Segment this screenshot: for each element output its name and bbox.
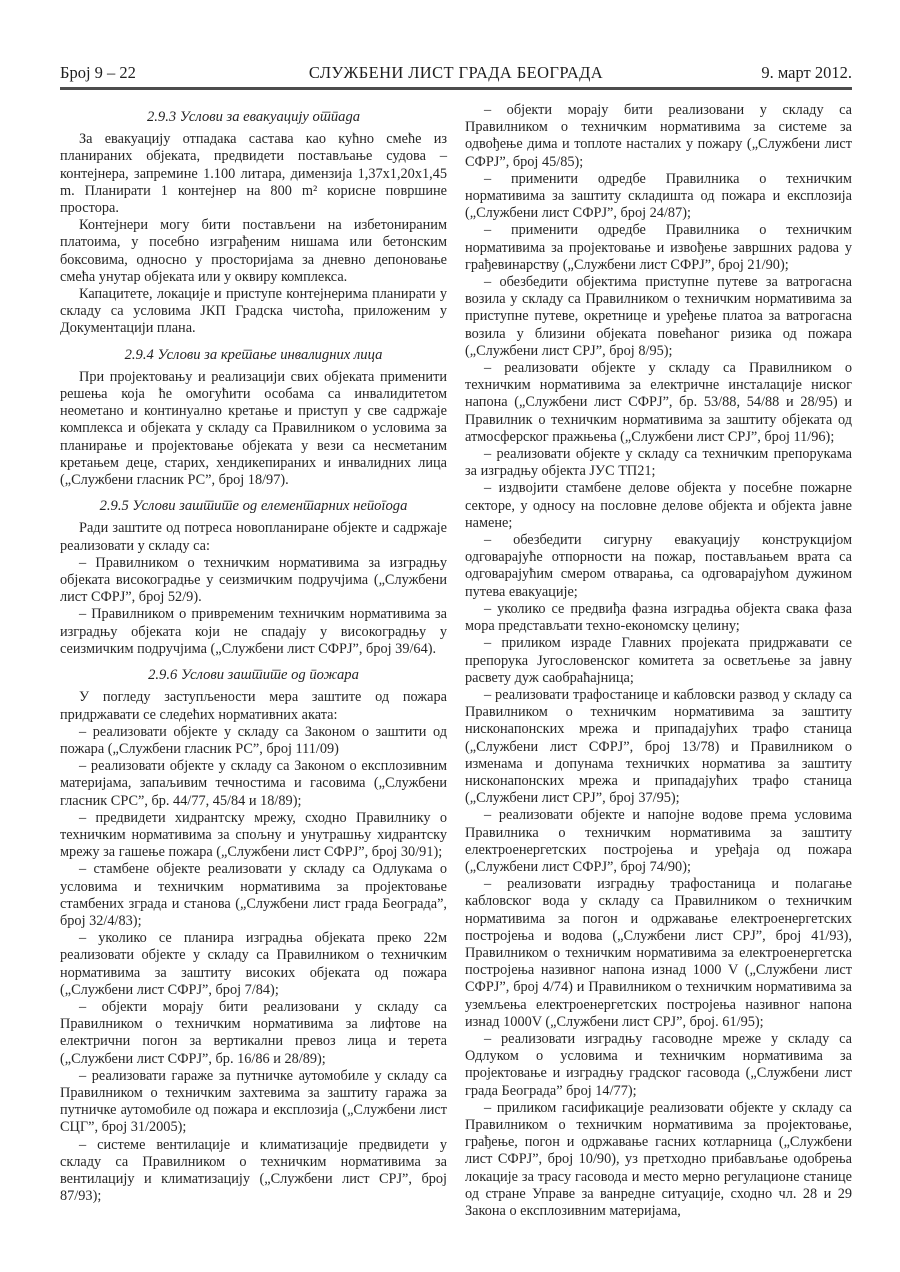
paragraph: – предвидети хидрантску мрежу, сходно Правилнику о техничким нормативима за спољну и унутрашњу хидрантску мрежу за гашење пожара („Службени лист СФРЈ”, број 30/91); bbox=[60, 809, 447, 861]
paragraph: За евакуацију отпадака састава као кућно смеће из планираних објеката, предвидети постављање судова – контејнера, запремине 1.100 литара, димензија 1,37x1,20x1,45 m. Планирати 1 контејнер на 800 m² корисне површине простора. bbox=[60, 131, 447, 217]
paragraph: – применити одредбе Правилника о техничким нормативима за заштиту складишта од пожара и експлозија („Службени лист СФРЈ”, број 24/87); bbox=[465, 170, 852, 222]
section-heading: 2.9.4 Услови за кретање инвалидних лица bbox=[124, 346, 383, 363]
issue-number: Број 9 – 22 bbox=[60, 63, 136, 82]
paragraph: – приликом израде Главних пројеката придржавати се препорука Југословенског комитета за осветљење за јавну расвету дуж саобраћајница; bbox=[465, 635, 852, 686]
paragraph: Ради заштите од потреса новопланиране објекте и садржаје реализовати у складу са: bbox=[60, 520, 447, 554]
paragraph: – Правилником о техничким нормативима за изградњу објеката високоградње у сеизмичким подручјима („Службени лист СФРЈ”, број 52/9). bbox=[60, 554, 447, 606]
paragraph: – приликом гасификације реализовати објекте у складу са Правилником о техничким нормативима за пројектовање, грађење, погон и одржавање гасних котларница („Службени лист СФРЈ”, број 10/90), уз претходно прибављање одобрења локације за трасу гасовода и место мерно регулационе станице од стране Управе за ванредне ситуације, сходно чл. 28 и 29 Закона о експлозивним материјама, bbox=[465, 1099, 852, 1219]
issue-date: 9. март 2012. bbox=[761, 63, 852, 82]
paragraph: – објекти морају бити реализовани у складу са Правилником о техничким нормативима за системе за одвођење дима и топлоте насталих у пожару („Службени лист СФРЈ”, број 45/85); bbox=[465, 102, 852, 170]
section-heading: 2.9.5 Услови заштите од елементарних непогода bbox=[99, 498, 408, 515]
paragraph: – обезбедити сигурну евакуацију конструкцијом одговарајуће отпорности на пожар, постављањем врата са одговарајућим смером отварања, са одговарајућом дужином путева евакуације; bbox=[465, 532, 852, 600]
paragraph: – реализовати објекте у складу са Законом о експлозивним материјама, запаљивим течностима и гасовима („Службени гласник СРС”, бр. 44/77, 45/84 и 18/89); bbox=[60, 758, 447, 809]
header-rule bbox=[60, 87, 852, 90]
paragraph: – реализовати објекте и напојне водове према условима Правилника о техничким нормативима за заштиту електроенергетских постројења и уређаја од пожара („Службени лист СФРЈ”, број 74/90); bbox=[465, 807, 852, 875]
paragraph: – реализовати гараже за путничке аутомобиле у складу са Правилником о техничким захтевима за заштиту гаража за путничке аутомобиле од пожара и експлозија („Службени лист СЦГ”, број 31/2005); bbox=[60, 1067, 447, 1136]
paragraph: – реализовати објекте у складу са Правилником о техничким нормативима за електричне инсталације ниског напона („Службени лист СФРЈ”, бр. 53/88, 54/88 и 28/95) и Правилник о техничким нормативима за заштиту објеката од атмосферског пражњења („Службени лист СРЈ”, број 11/96); bbox=[465, 360, 852, 445]
paragraph: Контејнери могу бити постављени на избетонираним платоима, у посебно изграђеним нишама или бетонским боксовима, односно у просторијама за дневно депоновање смећа унутар објеката или у оквиру комплекса. bbox=[60, 217, 447, 285]
document-body bbox=[60, 102, 852, 1220]
page-header bbox=[60, 63, 852, 83]
paragraph: – реализовати изградњу гасоводне мреже у складу са Одлуком о условима и техничким нормативима за пројектовање и изградњу градског гасовода („Службени лист града Београда” број 14/77); bbox=[465, 1030, 852, 1099]
paragraph: – стамбене објекте реализовати у складу са Одлукама о условима и техничким нормативима за пројектовање стамбених зграда и станова („Службени лист града Београда”, број 32/4/83); bbox=[60, 861, 447, 929]
paragraph: – уколико се планира изградња објеката преко 22м реализовати објекте у складу са Правилником о техничким нормативима за заштиту високих објеката од пожара („Службени лист СФРЈ”, број 7/84); bbox=[60, 930, 447, 998]
paragraph: – реализовати трафостанице и кабловски развод у складу са Правилником о техничким нормативима за заштиту нисконапонских мрежа и припадајућих трафо станица („Службени лист СФРЈ”, број 13/78) и Правилником о изменама и допунама техничких норматива за заштиту нисконапонских мрежа и припадајућих трафо станица („Службени лист СРЈ”, број 37/95); bbox=[465, 686, 852, 807]
paragraph: – реализовати изградњу трафостаница и полагање кабловског вода у складу са Правилником о техничким нормативима за погон и одржавање електроенергетских постројења и водова („Службени лист СРЈ”, број 41/93), Правилником о техничким нормативима за електроенергетска постројења називног напона изнад 1000 V („Службени лист СФРЈ”, број 4/74) и Правилником о техничким нормативима за уземљења електроенергетских постројења називног напона изнад 1000V („Службени лист СРЈ”, број. 61/95); bbox=[465, 876, 852, 1030]
paragraph: – реализовати објекте у складу са Законом о заштити од пожара („Службени гласник РС”, број 111/09) bbox=[60, 723, 447, 757]
paragraph: – Правилником о привременим техничким нормативима за изградњу објеката који не спадају у високоградњу у сеизмичким подручјима („Службени лист СФРЈ”, број 39/64). bbox=[60, 606, 447, 657]
left-column bbox=[60, 102, 447, 1220]
paragraph: – обезбедити објектима приступне путеве за ватрогасна возила у складу са Правилником о техничким нормативима за приступне путеве, окретнице и уређење платоа за ватрогасна возила у близини објеката повећаног ризика од пожара („Службени лист СРЈ”, број 8/95); bbox=[465, 274, 852, 359]
paragraph: – уколико се предвиђа фазна изградња објекта свака фаза мора представљати техно-економску целину; bbox=[465, 600, 852, 635]
paragraph: При пројектовању и реализацији свих објеката применити решења која ће омогућити особама са инвалидитетом неометано и континуално кретање и приступ у све садржаје комплекса и објеката у складу са Правилником о условима за планирање и пројектовање објеката у вези са несметаним кретањем деце, старих, хендикепираних и инвалидних лица („Службени гласник РС”, број 18/97). bbox=[60, 368, 447, 489]
section-heading: 2.9.3 Услови за евакуацију отпада bbox=[146, 109, 361, 125]
paragraph: – системе вентилације и климатизације предвидети у складу са Правилником о техничким нормативима за вентилацију и климатизацију („Службени лист СРЈ”, број 87/93); bbox=[60, 1136, 447, 1205]
paragraph: – реализовати објекте у складу са техничким препорукама за изградњу објекта ЈУС ТП21; bbox=[465, 446, 852, 480]
gazette-title: СЛУЖБЕНИ ЛИСТ ГРАДА БЕОГРАДА bbox=[308, 63, 604, 82]
paragraph: У погледу заступљености мера заштите од пожара придржавати се следећих нормативних аката: bbox=[60, 689, 447, 723]
section-heading: 2.9.6 Услови заштите од пожара bbox=[148, 667, 359, 684]
paragraph: Капацитете, локације и приступе контејнерима планирати у складу са условима ЈКП Градска чистоћа, приложеним у Документацији плана. bbox=[60, 286, 447, 337]
paragraph: – применити одредбе Правилника о техничким нормативима за пројектовање и извођење завршних радова у грађевинарству („Службени лист СФРЈ”, број 21/90); bbox=[465, 222, 852, 273]
paragraph: – објекти морају бити реализовани у складу са Правилником о техничким нормативима за лифтове на електрични погон за вертикални превоз лица и терета („Службени лист СФРЈ”, бр. 16/86 и 28/89); bbox=[60, 998, 447, 1067]
right-column bbox=[465, 102, 852, 1220]
paragraph: – издвојити стамбене делове објекта у посебне пожарне секторе, у односу на пословне делове објекта и објекта јавне намене; bbox=[465, 480, 852, 531]
